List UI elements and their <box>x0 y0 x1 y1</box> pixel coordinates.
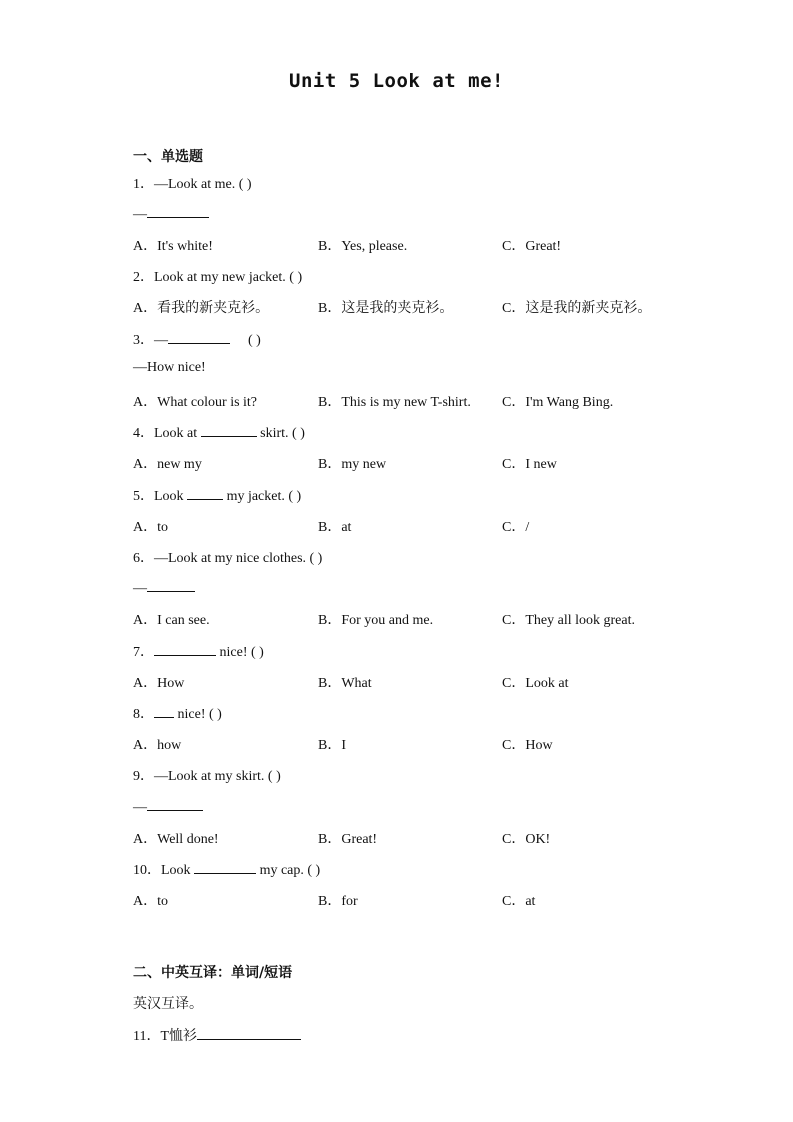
answer-blank[interactable] <box>147 797 203 811</box>
q1-option-a[interactable]: A．It's white! <box>133 239 213 254</box>
q3-option-a[interactable]: A．What colour is it? <box>133 395 258 410</box>
answer-blank[interactable] <box>197 1026 301 1040</box>
q9-option-b[interactable]: B．Great! <box>318 832 378 847</box>
section-instruction: 英汉互译。 <box>133 997 203 1012</box>
question-10 <box>133 859 320 879</box>
answer-blank[interactable] <box>168 330 230 344</box>
q6-option-b[interactable]: B．For you and me. <box>318 613 434 628</box>
stem-part: Look <box>154 489 184 504</box>
question-7 <box>133 641 264 661</box>
question-number: 11． <box>133 1029 161 1044</box>
question-5 <box>133 485 301 505</box>
question-number: 8． <box>133 707 154 722</box>
dash: — <box>154 333 168 348</box>
answer-blank[interactable] <box>147 204 209 218</box>
answer-line-6 <box>133 578 195 597</box>
q8-option-c[interactable]: C．How <box>502 738 553 753</box>
page-title: Unit 5 Look at me! <box>289 70 504 92</box>
stem-part: my jacket. ( ) <box>226 489 302 504</box>
answer-blank[interactable] <box>154 704 174 718</box>
question-number: 2． <box>133 270 154 285</box>
q10-option-c[interactable]: C．at <box>502 894 536 909</box>
question-number: 7． <box>133 645 154 660</box>
question-number: 3． <box>133 333 154 348</box>
answer-blank[interactable] <box>147 578 195 592</box>
question-4 <box>133 422 305 442</box>
stem-part: nice! ( ) <box>219 645 264 660</box>
q1-option-c[interactable]: C．Great! <box>502 239 562 254</box>
answer-blank[interactable] <box>201 423 257 437</box>
q4-option-a[interactable]: A．new my <box>133 457 202 472</box>
answer-paren: ( ) <box>248 333 261 348</box>
question-number: 10． <box>133 863 161 878</box>
stem-part: skirt. ( ) <box>260 426 305 441</box>
q6-option-c[interactable]: C．They all look great. <box>502 613 635 628</box>
q5-option-a[interactable]: A．to <box>133 520 168 535</box>
question-3 <box>133 329 261 349</box>
question-stem: —Look at my nice clothes. ( ) <box>154 551 323 566</box>
q8-option-b[interactable]: B．I <box>318 738 346 753</box>
answer-blank[interactable] <box>154 642 216 656</box>
q5-option-b[interactable]: B．at <box>318 520 352 535</box>
q6-option-a[interactable]: A．I can see. <box>133 613 210 628</box>
question-stem: —Look at me. ( ) <box>154 177 252 192</box>
q7-option-b[interactable]: B．What <box>318 676 372 691</box>
stem-part: nice! ( ) <box>177 707 222 722</box>
dash: — <box>133 207 147 222</box>
question-number: 1． <box>133 177 154 192</box>
q7-option-a[interactable]: A．How <box>133 676 185 691</box>
question-2 <box>133 266 302 286</box>
answer-blank[interactable] <box>187 486 223 500</box>
q4-option-c[interactable]: C．I new <box>502 457 557 472</box>
q8-option-a[interactable]: A．how <box>133 738 182 753</box>
q4-option-b[interactable]: B．my new <box>318 457 387 472</box>
q10-option-b[interactable]: B．for <box>318 894 358 909</box>
stem-part: my cap. ( ) <box>259 863 321 878</box>
q1-option-b[interactable]: B．Yes, please. <box>318 239 408 254</box>
q3-option-c[interactable]: C．I'm Wang Bing. <box>502 395 614 410</box>
section-heading-single-choice: 一、单选题 <box>133 149 203 165</box>
dash: — <box>133 800 147 815</box>
q5-option-c[interactable]: C．/ <box>502 520 530 535</box>
question-number: 9． <box>133 769 154 784</box>
reply-line-3: —How nice! <box>133 360 206 375</box>
q2-option-c[interactable]: C．这是我的新夹克衫。 <box>502 301 652 316</box>
answer-line-1 <box>133 204 209 223</box>
answer-line-9 <box>133 797 203 816</box>
q2-option-a[interactable]: A．看我的新夹克衫。 <box>133 301 270 316</box>
question-number: 5． <box>133 489 154 504</box>
question-1 <box>133 173 252 193</box>
section-heading-translation: 二、中英互译：单词/短语 <box>133 965 293 981</box>
q10-option-a[interactable]: A．to <box>133 894 168 909</box>
stem-part: Look <box>161 863 191 878</box>
question-stem: —Look at my skirt. ( ) <box>154 769 281 784</box>
question-number: 4． <box>133 426 154 441</box>
q9-option-c[interactable]: C．OK! <box>502 832 551 847</box>
question-stem: Look at my new jacket. ( ) <box>154 270 303 285</box>
question-stem: T恤衫 <box>160 1029 198 1044</box>
question-11 <box>133 1025 301 1045</box>
question-9 <box>133 765 281 785</box>
q3-option-b[interactable]: B．This is my new T-shirt. <box>318 395 471 410</box>
q7-option-c[interactable]: C．Look at <box>502 676 569 691</box>
question-6 <box>133 547 322 567</box>
question-8 <box>133 703 222 723</box>
question-number: 6． <box>133 551 154 566</box>
stem-part: Look at <box>154 426 198 441</box>
dash: — <box>133 581 147 596</box>
q2-option-b[interactable]: B．这是我的夹克衫。 <box>318 301 454 316</box>
q9-option-a[interactable]: A．Well done! <box>133 832 219 847</box>
answer-blank[interactable] <box>194 860 256 874</box>
